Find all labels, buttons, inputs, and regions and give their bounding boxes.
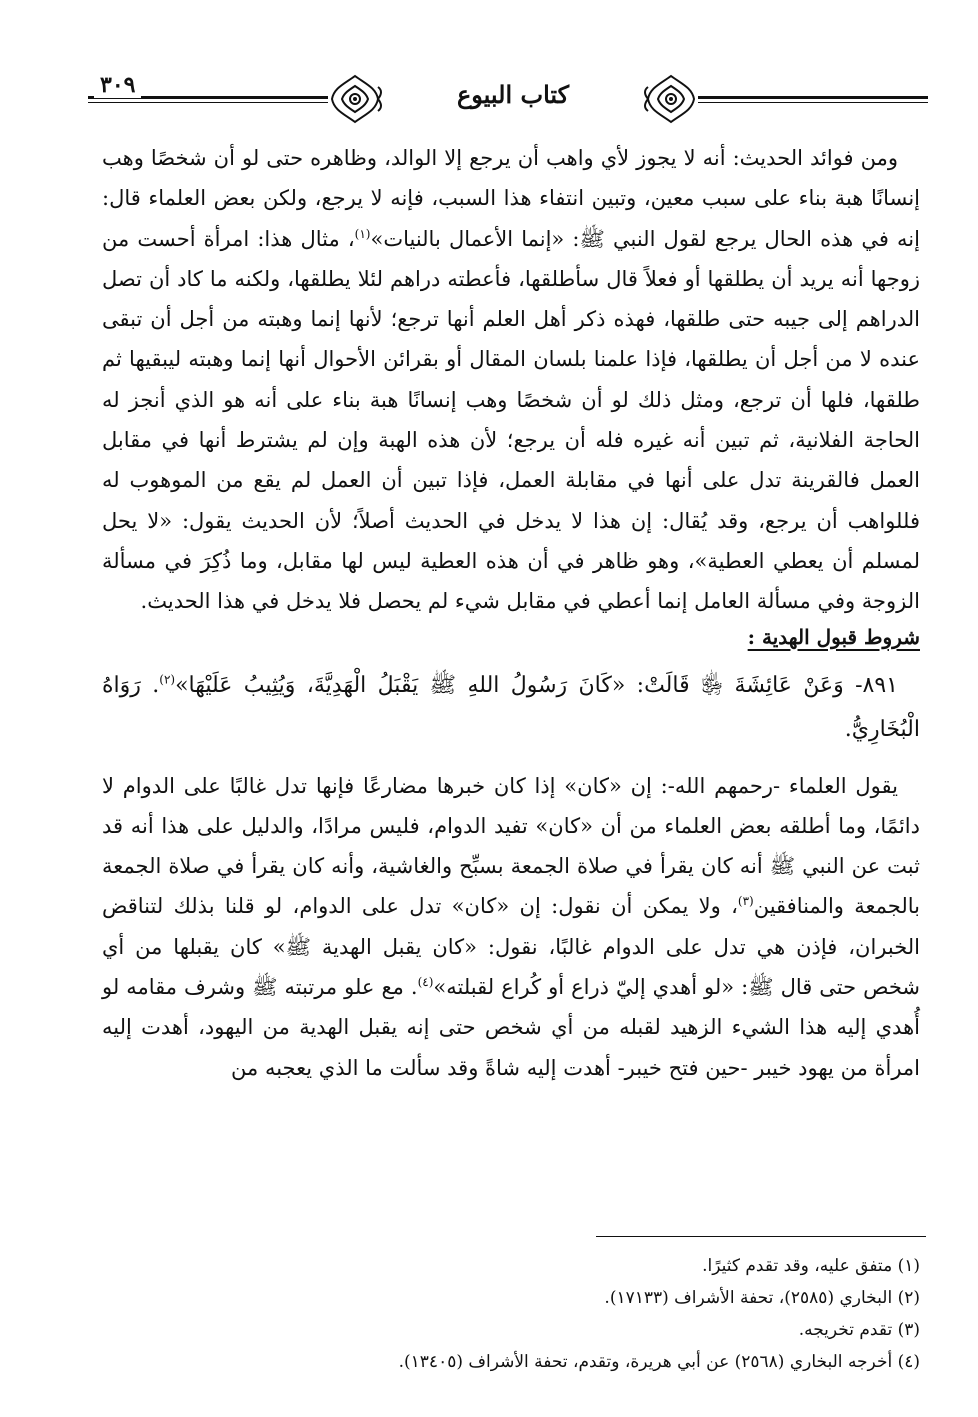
- paragraph: [102, 138, 920, 622]
- footnote-divider: [596, 1236, 926, 1237]
- paragraph-text: ، مثال هذا: امرأة أحست من زوجها أنه يريد أن يطلقها أو فعلاً قال سأطلقها، فأعطته دراهم لئلا يطلقها، ولكنه ما كاد أن تصل الدراهم إلى جيبه حتى طلقها، فهذه ذكر أهل العلم أنها ترجع؛ لأنها إنما وهبته من أجل أن تبقى عنده لا من أجل أن يطلقها، فإذا علمنا بلسان المقال أو بقرائن الأحوال أنها إنما وهبته ليبقيها ثم طلقها، فلها أن ترجع، ومثل ذلك لو أن شخصًا وهب إنسانًا هبة بناء على أنه هو الذي أنجز له الحاجة الفلانية، ثم تبين أنه غيره فله أن يرجع؛ لأن هذه الهبة وإن لم يشترط أنها في مقابل العمل فالقرينة تدل على أنها في مقابلة العمل، فإذا تبين أن العمل لم يقع من الموهوب له فللواهب أن يرجع، وقد يُقال: إن هذا لا يدخل في الحديث أصلاً؛ لأن الحديث يقول: «لا يحل لمسلم أن يعطي العطية»، وهو ظاهر في أن هذه العطية ليس لها مقابل، وما ذُكِرَ في مسألة الزوجة وفي مسألة العامل إنما أعطي في مقابل شيء لم يحصل فلا يدخل في هذا الحديث.: [102, 226, 920, 614]
- footnote: (٣) تقدم تخريجه.: [798, 1320, 920, 1340]
- paragraph-text: ، ولا يمكن أن نقول: إن «كان» تدل على الدوام، لو قلنا بذلك لتناقض الخبران، فإذن هي تدل على الدوام غالبًا، نقول: «كان يقبل الهدية ﷺ» كان يقبلها من أي شخص حتى قال ﷺ: «لو أهدي إليّ ذراع أو كُراع لقبلته»: [102, 894, 920, 1000]
- paragraph: [102, 766, 920, 1088]
- paragraph-text: ومن فوائد الحديث: أنه لا يجوز لأي واهب أن يرجع إلا الوالد، وظاهره حتى لو أن شخصًا وهب إنسانًا هبة بناء على سبب معين، وتبين انتفاء هذا السبب، فإنه لا يرجع، ولكن بعض العلماء قال: إنه في هذه الحال يرجع لقول النبي ﷺ: «إنما الأعمال بالنيات»: [102, 146, 920, 251]
- arabesque-ornament-icon: [644, 72, 698, 126]
- paragraph-text: يقول العلماء -رحمهم الله-: إن «كان» إذا كان خبرها مضارعًا فإنها تدل غالبًا على الدوام لا دائمًا، وما أطلقه بعض العلماء من أن «كان» تفيد الدوام، فليس مرادًا، والدليل على هذا أنه قد ثبت عن النبي ﷺ أنه كان يقرأ في صلاة الجمعة بسبِّح والغاشية، وأنه كان يقرأ في صلاة الجمعة بالجمعة والمنافقين: [102, 773, 921, 919]
- page-number: ٣٠٩: [94, 72, 141, 98]
- hadith-body: ٨٩١- وَعَنْ عَائِشَةَ ﵂ قَالَتْ: «كَانَ رَسُولُ اللهِ ﷺ يَقْبَلُ الْهَدِيَّةَ، وَيُثِيبُ عَلَيْهَا»: [175, 672, 898, 698]
- footnotes: [102, 1250, 920, 1378]
- footnote-ref: (٢): [159, 672, 176, 687]
- paragraph-text: . مع علو مرتبته ﷺ وشرف مقامه لو أُهدي إليه هذا الشيء الزهيد لقبله من أي شخص حتى إنه يقبل الهدية من اليهود، أهدت إليه امرأة من يهود خيبر -حين فتح خيبر- أهدت إليه شاةً وقد سألت ما الذي يعجبه من: [102, 975, 920, 1080]
- footnote: (١) متفق عليه، وقد تقدم كثيرًا.: [702, 1256, 920, 1276]
- hadith-source: . رَوَاهُ الْبُخَارِيُّ.: [102, 672, 920, 742]
- footnote: (٤) أخرجه البخاري (٢٥٦٨) عن أبي هريرة، وتقدم، تحفة الأشراف (١٣٤٠٥).: [398, 1352, 920, 1372]
- main-text: [102, 138, 920, 1088]
- arabesque-ornament-icon: [328, 72, 382, 126]
- hadith-text: [102, 664, 920, 752]
- footnote-ref: (٣): [737, 894, 754, 909]
- footnote-ref: (٤): [417, 975, 434, 990]
- footnote: (٢) البخاري (٢٥٨٥)، تحفة الأشراف (١٧١٣٣).: [604, 1288, 920, 1308]
- footnote-ref: (١): [354, 226, 371, 241]
- title-frame: [328, 68, 698, 124]
- section-heading: شروط قبول الهدية :: [747, 624, 920, 649]
- running-title: كتاب البيوع: [456, 80, 570, 109]
- page-header: [88, 66, 928, 128]
